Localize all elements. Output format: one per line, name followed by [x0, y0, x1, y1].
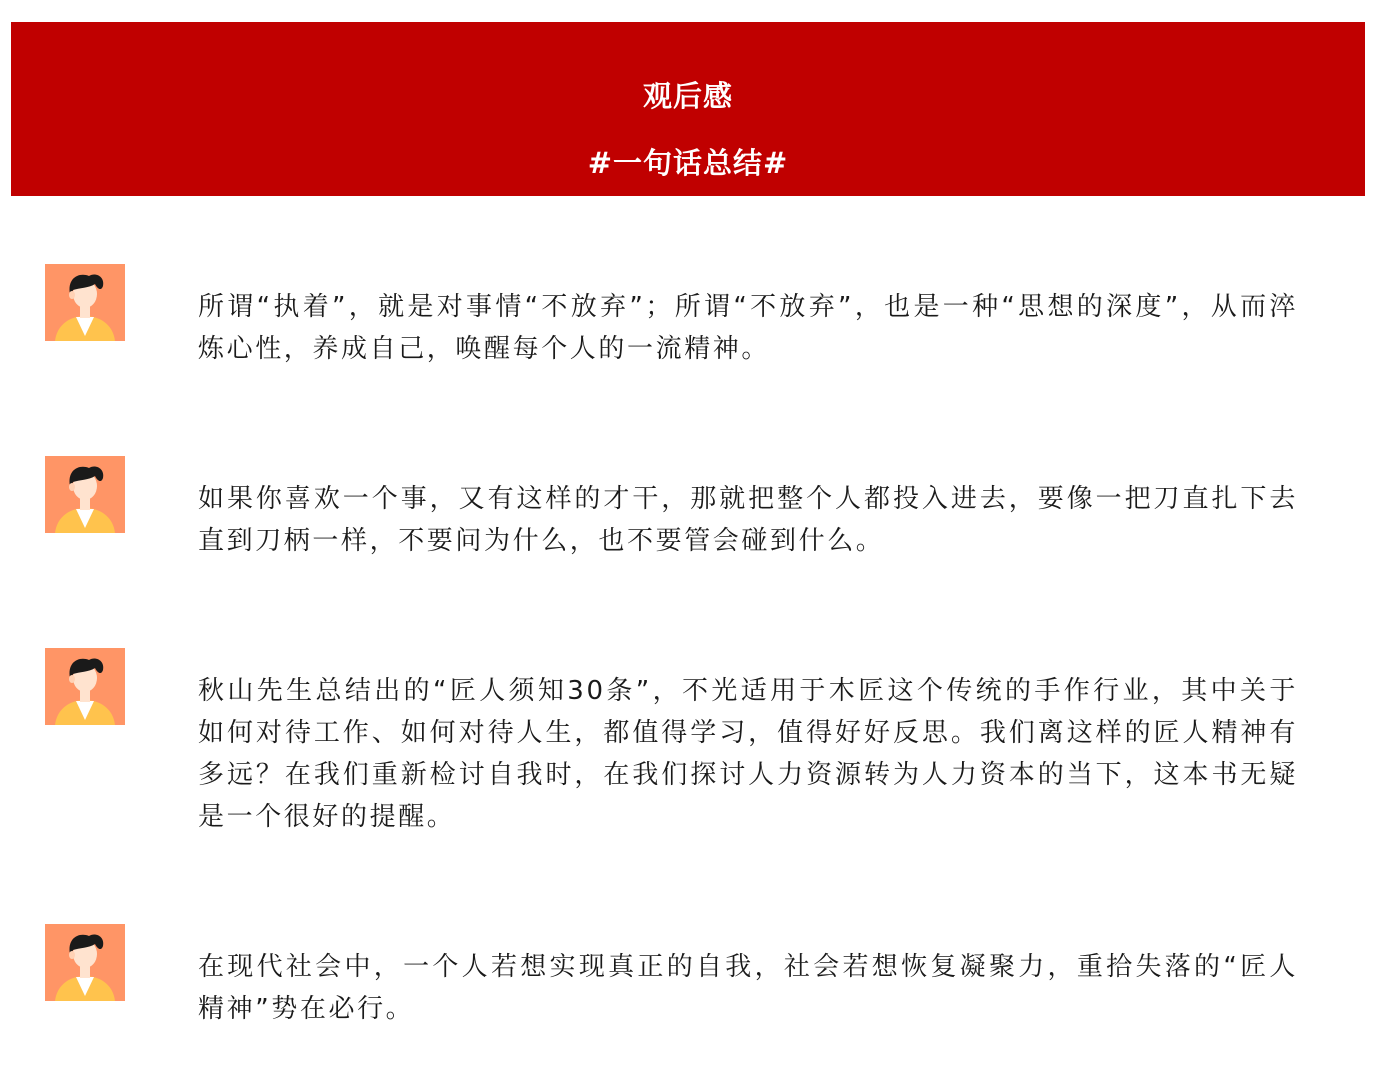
comment-text: 所谓“执着”，就是对事情“不放弃”；所谓“不放弃”，也是一种“思想的深度”，从而淬炼心性，养成自己，唤醒每个人的一流精神。 — [198, 292, 1298, 364]
comment-text: 在现代社会中，一个人若想实现真正的自我，社会若想恢复凝聚力，重拾失落的“匠人精神”势在必行。 — [198, 952, 1298, 1024]
person-avatar-icon — [45, 264, 125, 341]
person-avatar-icon — [45, 924, 125, 1001]
person-avatar-icon — [45, 456, 125, 533]
page-subtitle: #一句话总结# — [587, 146, 789, 180]
person-avatar-icon — [45, 648, 125, 725]
comment-text: 秋山先生总结出的“匠人须知30条”，不光适用于木匠这个传统的手作行业，其中关于如何对待工作、如何对待人生，都值得学习，值得好好反思。我们离这样的匠人精神有多远？在我们重新检讨自我时，在我们探讨人力资源转为人力资本的当下，这本书无疑是一个很好的提醒。 — [198, 676, 1298, 832]
comment-text: 如果你喜欢一个事，又有这样的才干，那就把整个人都投入进去，要像一把刀直扎下去直到刀柄一样，不要问为什么，也不要管会碰到什么。 — [198, 484, 1298, 556]
page-title: 观后感 — [642, 79, 733, 113]
header-banner — [11, 22, 1365, 196]
